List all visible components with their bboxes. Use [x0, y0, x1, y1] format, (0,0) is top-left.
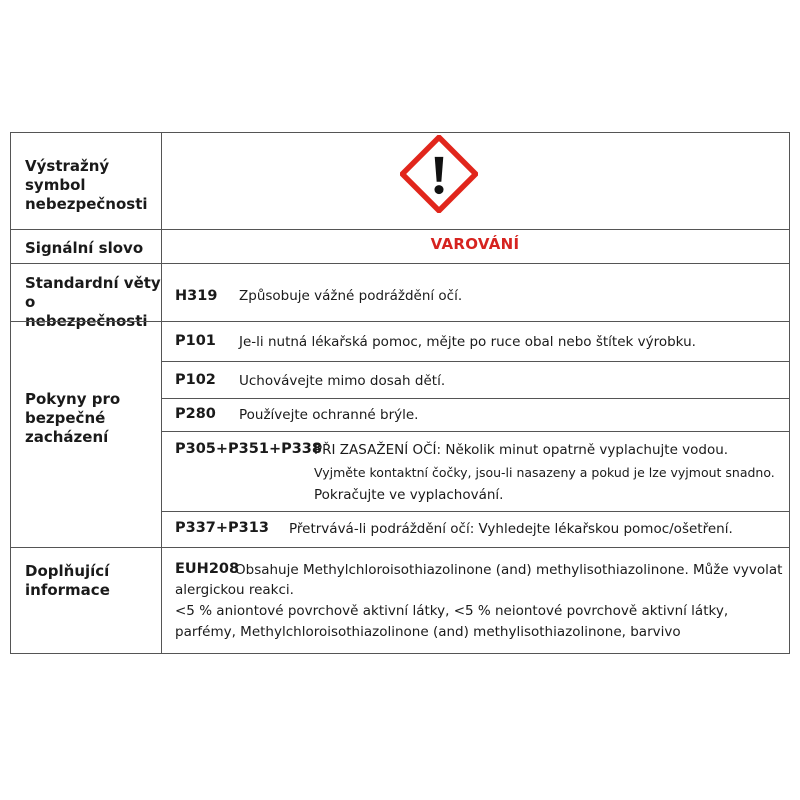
exclamation-mark-icon [400, 135, 478, 213]
supplementary-text-line-4: parfémy, Methylchloroisothiazolinone (and) methylisothiazolinone, barvivo [175, 624, 681, 640]
p305-text-line-3: Pokračujte ve vyplachování. [314, 487, 504, 503]
hazard-label-line-2: o nebezpečnosti [25, 293, 148, 330]
row-divider [161, 398, 789, 399]
signal-word: VAROVÁNÍ [430, 235, 520, 253]
euh208-code: EUH208 [175, 561, 240, 577]
symbol-label [11, 157, 161, 214]
signal-label: Signální slovo [25, 239, 144, 257]
row-divider [11, 547, 789, 548]
symbol-label-line-1: Výstražný [25, 157, 110, 175]
supplementary-label-line-2: informace [25, 581, 110, 599]
row-divider [11, 229, 789, 230]
hazard-label-table [10, 132, 790, 654]
p102-text: Uchovávejte mimo dosah dětí. [239, 373, 446, 389]
p102-code: P102 [175, 372, 216, 388]
p305-text-line-1: PŘI ZASAŽENÍ OČÍ: Několik minut opatrně vyplachujte vodou. [314, 442, 729, 458]
p101-text: Je-li nutná lékařská pomoc, mějte po ruce obal nebo štítek výrobku. [239, 334, 696, 350]
symbol-label-line-2: symbol [25, 176, 86, 194]
p337-text: Přetrvává-li podráždění očí: Vyhledejte lékařskou pomoc/ošetření. [289, 521, 733, 537]
precaution-label-line-1: Pokyny pro [25, 390, 121, 408]
p280-text: Používejte ochranné brýle. [239, 407, 419, 423]
hazard-label-line-1: Standardní věty [25, 274, 161, 292]
precaution-label-line-2: bezpečné [25, 409, 106, 427]
supplementary-text-line-2: alergickou reakci. [175, 582, 294, 598]
precaution-label-line-3: zacházení [25, 428, 109, 446]
hazard-text: Způsobuje vážné podráždění očí. [239, 288, 463, 304]
row-divider [161, 511, 789, 512]
p337-code: P337+P313 [175, 520, 269, 536]
hazard-label [11, 274, 161, 331]
hazard-code: H319 [175, 288, 218, 304]
p280-code: P280 [175, 406, 216, 422]
row-divider [11, 321, 789, 322]
supplementary-label-line-1: Doplňující [25, 562, 110, 580]
p305-code: P305+P351+P338 [175, 441, 322, 457]
row-divider [11, 263, 789, 264]
supplementary-text-line-3: <5 % aniontové povrchově aktivní látky, <5 % neiontové povrchově aktivní látky, [175, 603, 729, 619]
precaution-label [11, 390, 161, 447]
supplementary-label [11, 562, 161, 600]
p305-text-line-2: Vyjměte kontaktní čočky, jsou-li nasazeny a pokud je lze vyjmout snadno. [314, 465, 775, 480]
symbol-label-line-3: nebezpečnosti [25, 195, 148, 213]
column-divider [161, 133, 162, 653]
row-divider [161, 361, 789, 362]
p101-code: P101 [175, 333, 216, 349]
supplementary-text-line-1: Obsahuje Methylchloroisothiazolinone (and) methylisothiazolinone. Může vyvolat [235, 562, 783, 578]
row-divider [161, 431, 789, 432]
